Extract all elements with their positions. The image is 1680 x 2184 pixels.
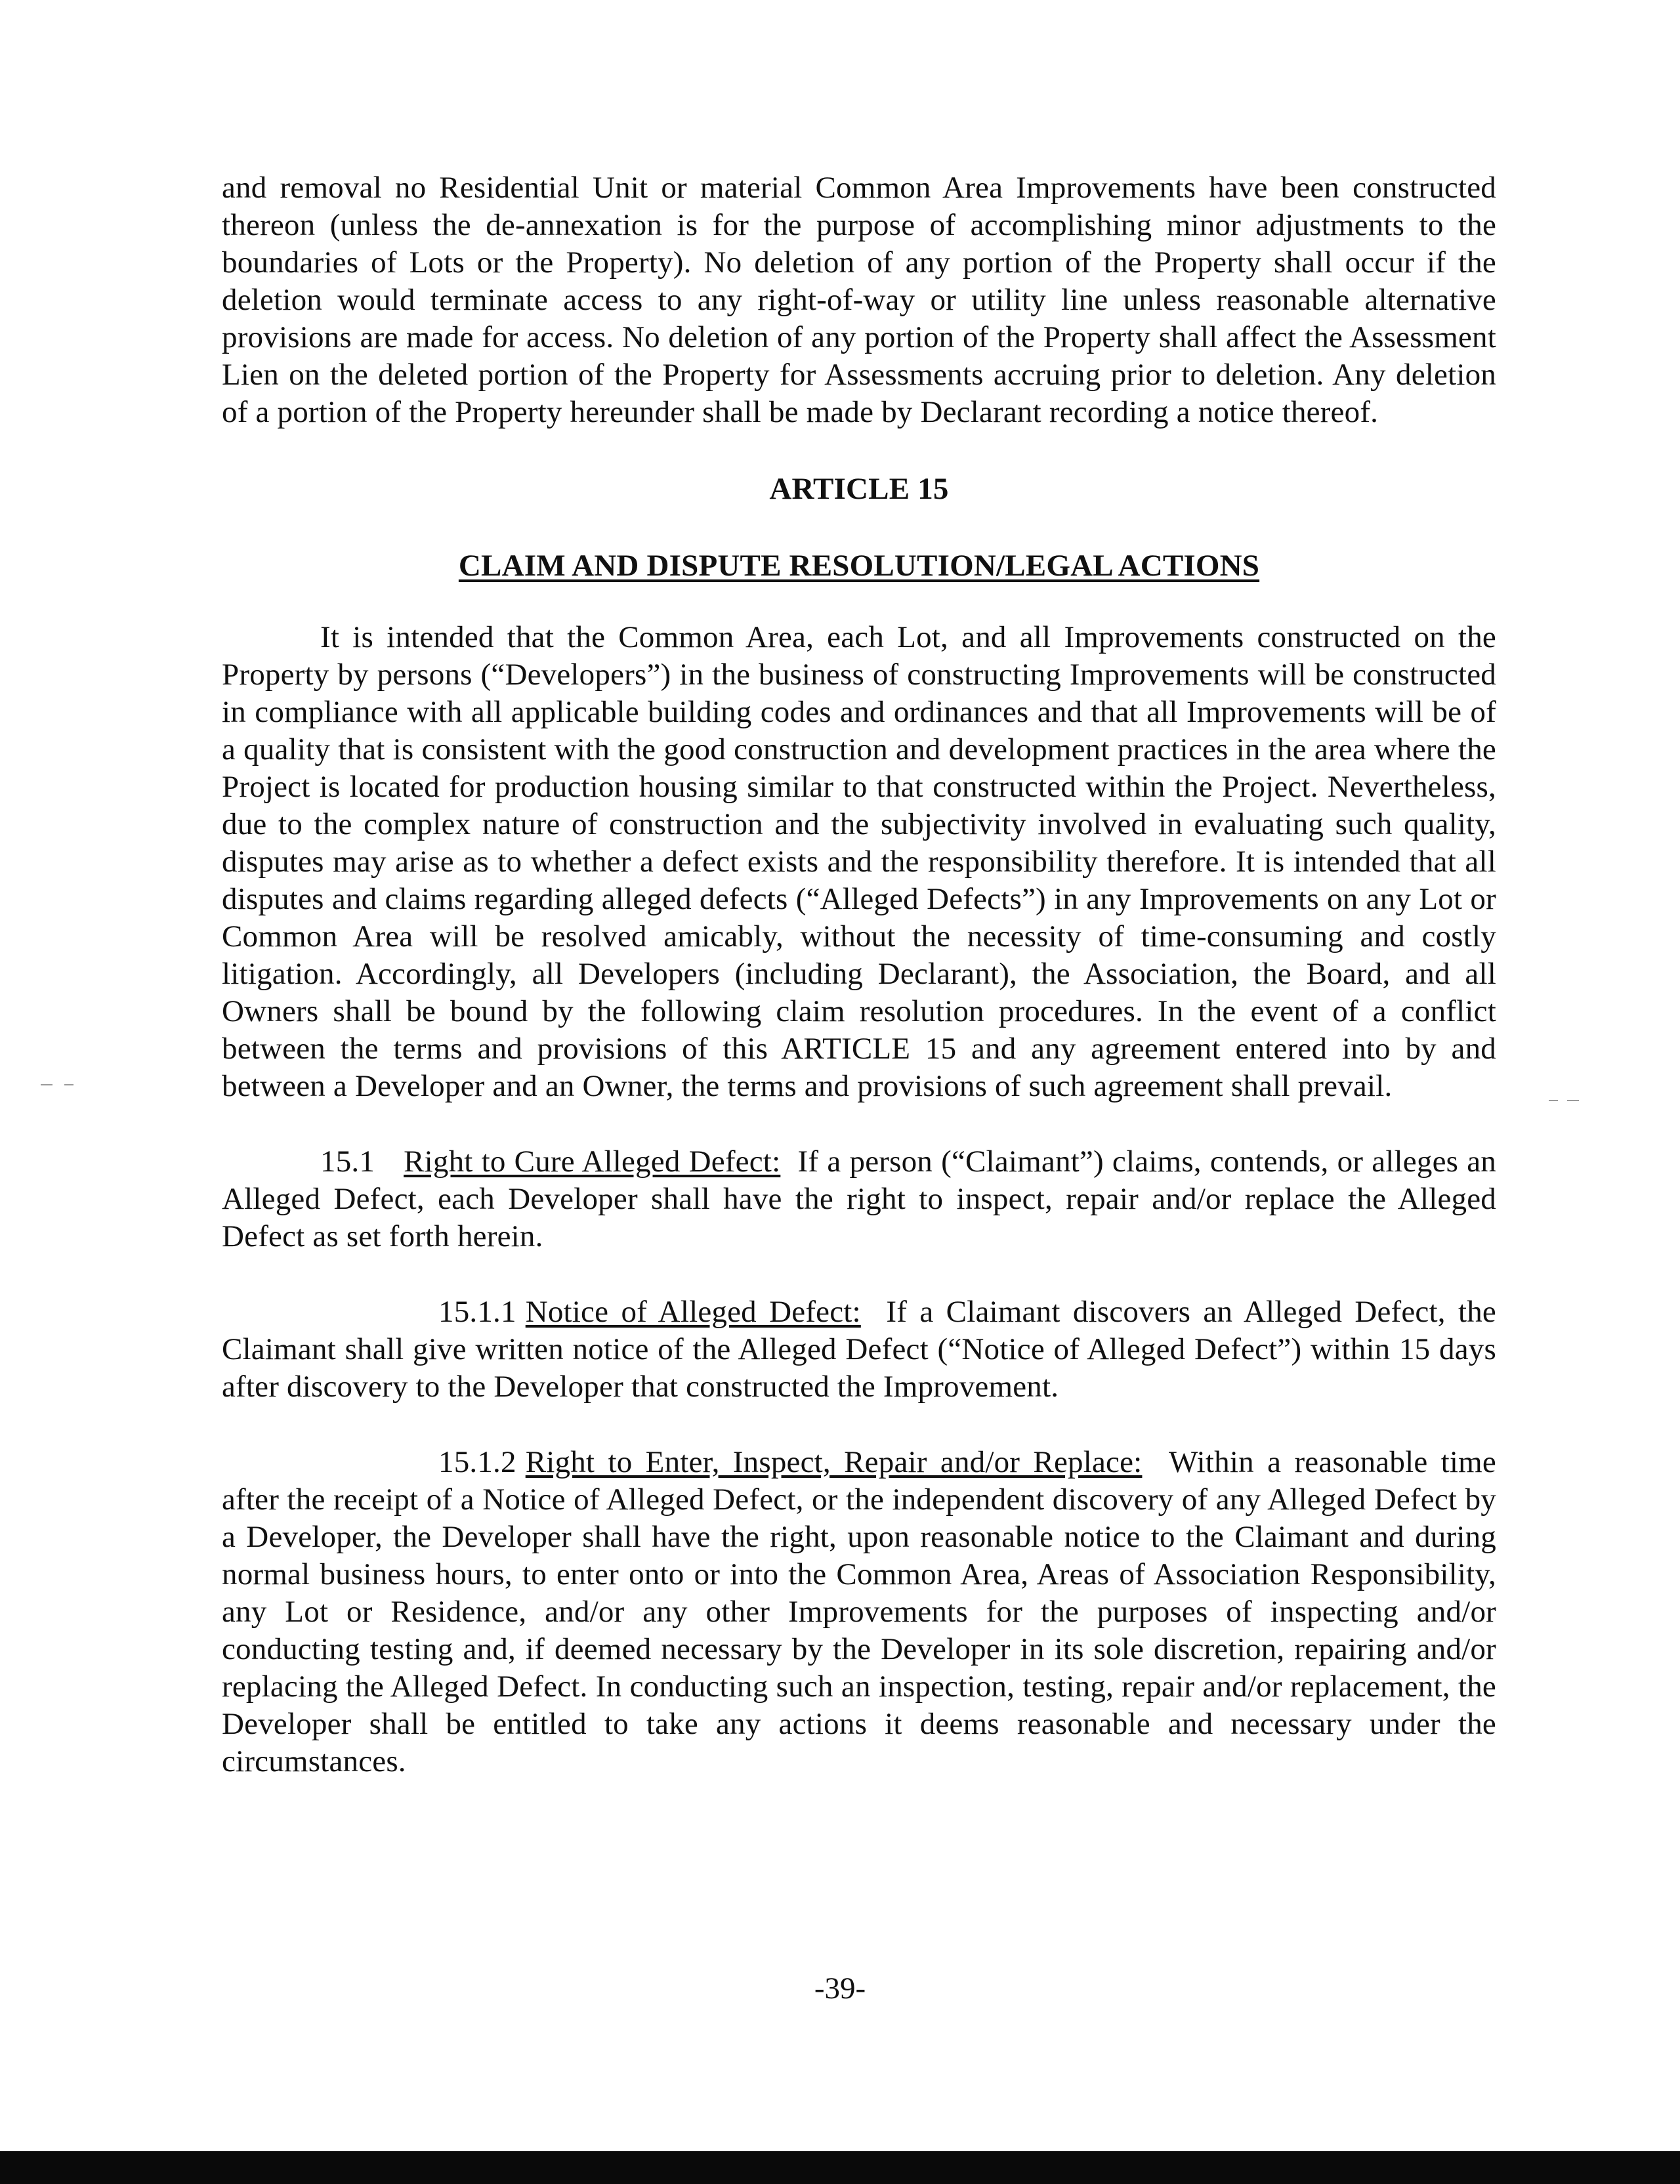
page-number: -39- (814, 1971, 866, 2006)
section-number: 15.1 (320, 1144, 375, 1179)
scan-edge-band (0, 2151, 1680, 2184)
continuation-paragraph: and removal no Residential Unit or material Common Area Improvements have been constructed thereon (unless the de-annexation is for the purpose of accomplishing minor adjustments to the boundaries of Lots or the Property). No deletion of any portion of the Property shall occur if the deletion would terminate access to any right-of-way or utility line unless reasonable alternative provisions are made for access. No deletion of any portion of the Property shall affect the Assessment Lien on the deleted portion of the Property for Assessments accruing prior to deletion. Any deletion of a portion of the Property hereunder shall be made by Declarant recording a notice thereof. (222, 171, 1496, 429)
article-number-heading: ARTICLE 15 (769, 472, 949, 506)
section-number: 15.1.1 (438, 1295, 516, 1329)
section-heading: Right to Enter, Inspect, Repair and/or Replace: (525, 1445, 1143, 1479)
scan-mark (1567, 1100, 1579, 1101)
article-intro-paragraph: It is intended that the Common Area, each Lot, and all Improvements constructed on the Property by persons (“Developers”) in the business of constructing Improvements will be constructed in compliance with all applicable building codes and ordinances and that all Improvements will be of a quality that is consistent with the good construction and development practices in the area where the Project is located for production housing similar to that constructed within the Project. Nevertheless, due to the complex nature of construction and the subjectivity involved in evaluating such quality, disputes may arise as to whether a defect exists and the responsibility therefore. It is intended that all disputes and claims regarding alleged defects (“Alleged Defects”) in any Improvements on any Lot or Common Area will be resolved amicably, without the necessity of time-consuming and costly litigation. Accordingly, all Developers (including Declarant), the Association, the Board, and all Owners shall be bound by the following claim resolution procedures. In the event of a conflict between the terms and provisions of this ARTICLE 15 and any agreement entered into by and between a Developer and an Owner, the terms and provisions of such agreement shall prevail. (222, 620, 1496, 1103)
section-body: Within a reasonable time after the receipt of a Notice of Alleged Defect, or the independent discovery of any Alleged Defect by a Developer, the Developer shall have the right, upon reasonable notice to the Claimant and during normal business hours, to enter onto or into the Common Area, Areas of Association Responsibility, any Lot or Residence, and/or any other Improvements for the purposes of inspecting and/or conducting testing and, if deemed necessary by the Developer in its sole discretion, repairing and/or replacing the Alleged Defect. In conducting such an inspection, testing, repair and/or replacement, the Developer shall be entitled to take any actions it deems reasonable and necessary under the circumstances. (222, 1445, 1496, 1778)
section-15-1 (222, 1143, 1496, 1255)
section-body: If a Claimant discovers an Alleged Defect, the Claimant shall give written notice of the Alleged Defect (“Notice of Alleged Defect”) within 15 days after discovery to the Developer that constructed the Improvement. (222, 1295, 1496, 1404)
scan-mark (41, 1084, 52, 1085)
section-15-1-2 (222, 1444, 1496, 1780)
section-heading: Right to Cure Alleged Defect: (404, 1144, 781, 1179)
section-15-1-1 (222, 1293, 1496, 1406)
scan-mark (64, 1084, 74, 1085)
section-number: 15.1.2 (438, 1445, 516, 1479)
document-body (222, 169, 1496, 1780)
scan-mark (1549, 1100, 1558, 1101)
article-title-heading: CLAIM AND DISPUTE RESOLUTION/LEGAL ACTIONS (458, 549, 1260, 583)
section-heading: Notice of Alleged Defect: (525, 1295, 861, 1329)
section-body: If a person (“Claimant”) claims, contends, or alleges an Alleged Defect, each Developer shall have the right to inspect, repair and/or replace the Alleged Defect as set forth herein. (222, 1144, 1496, 1253)
